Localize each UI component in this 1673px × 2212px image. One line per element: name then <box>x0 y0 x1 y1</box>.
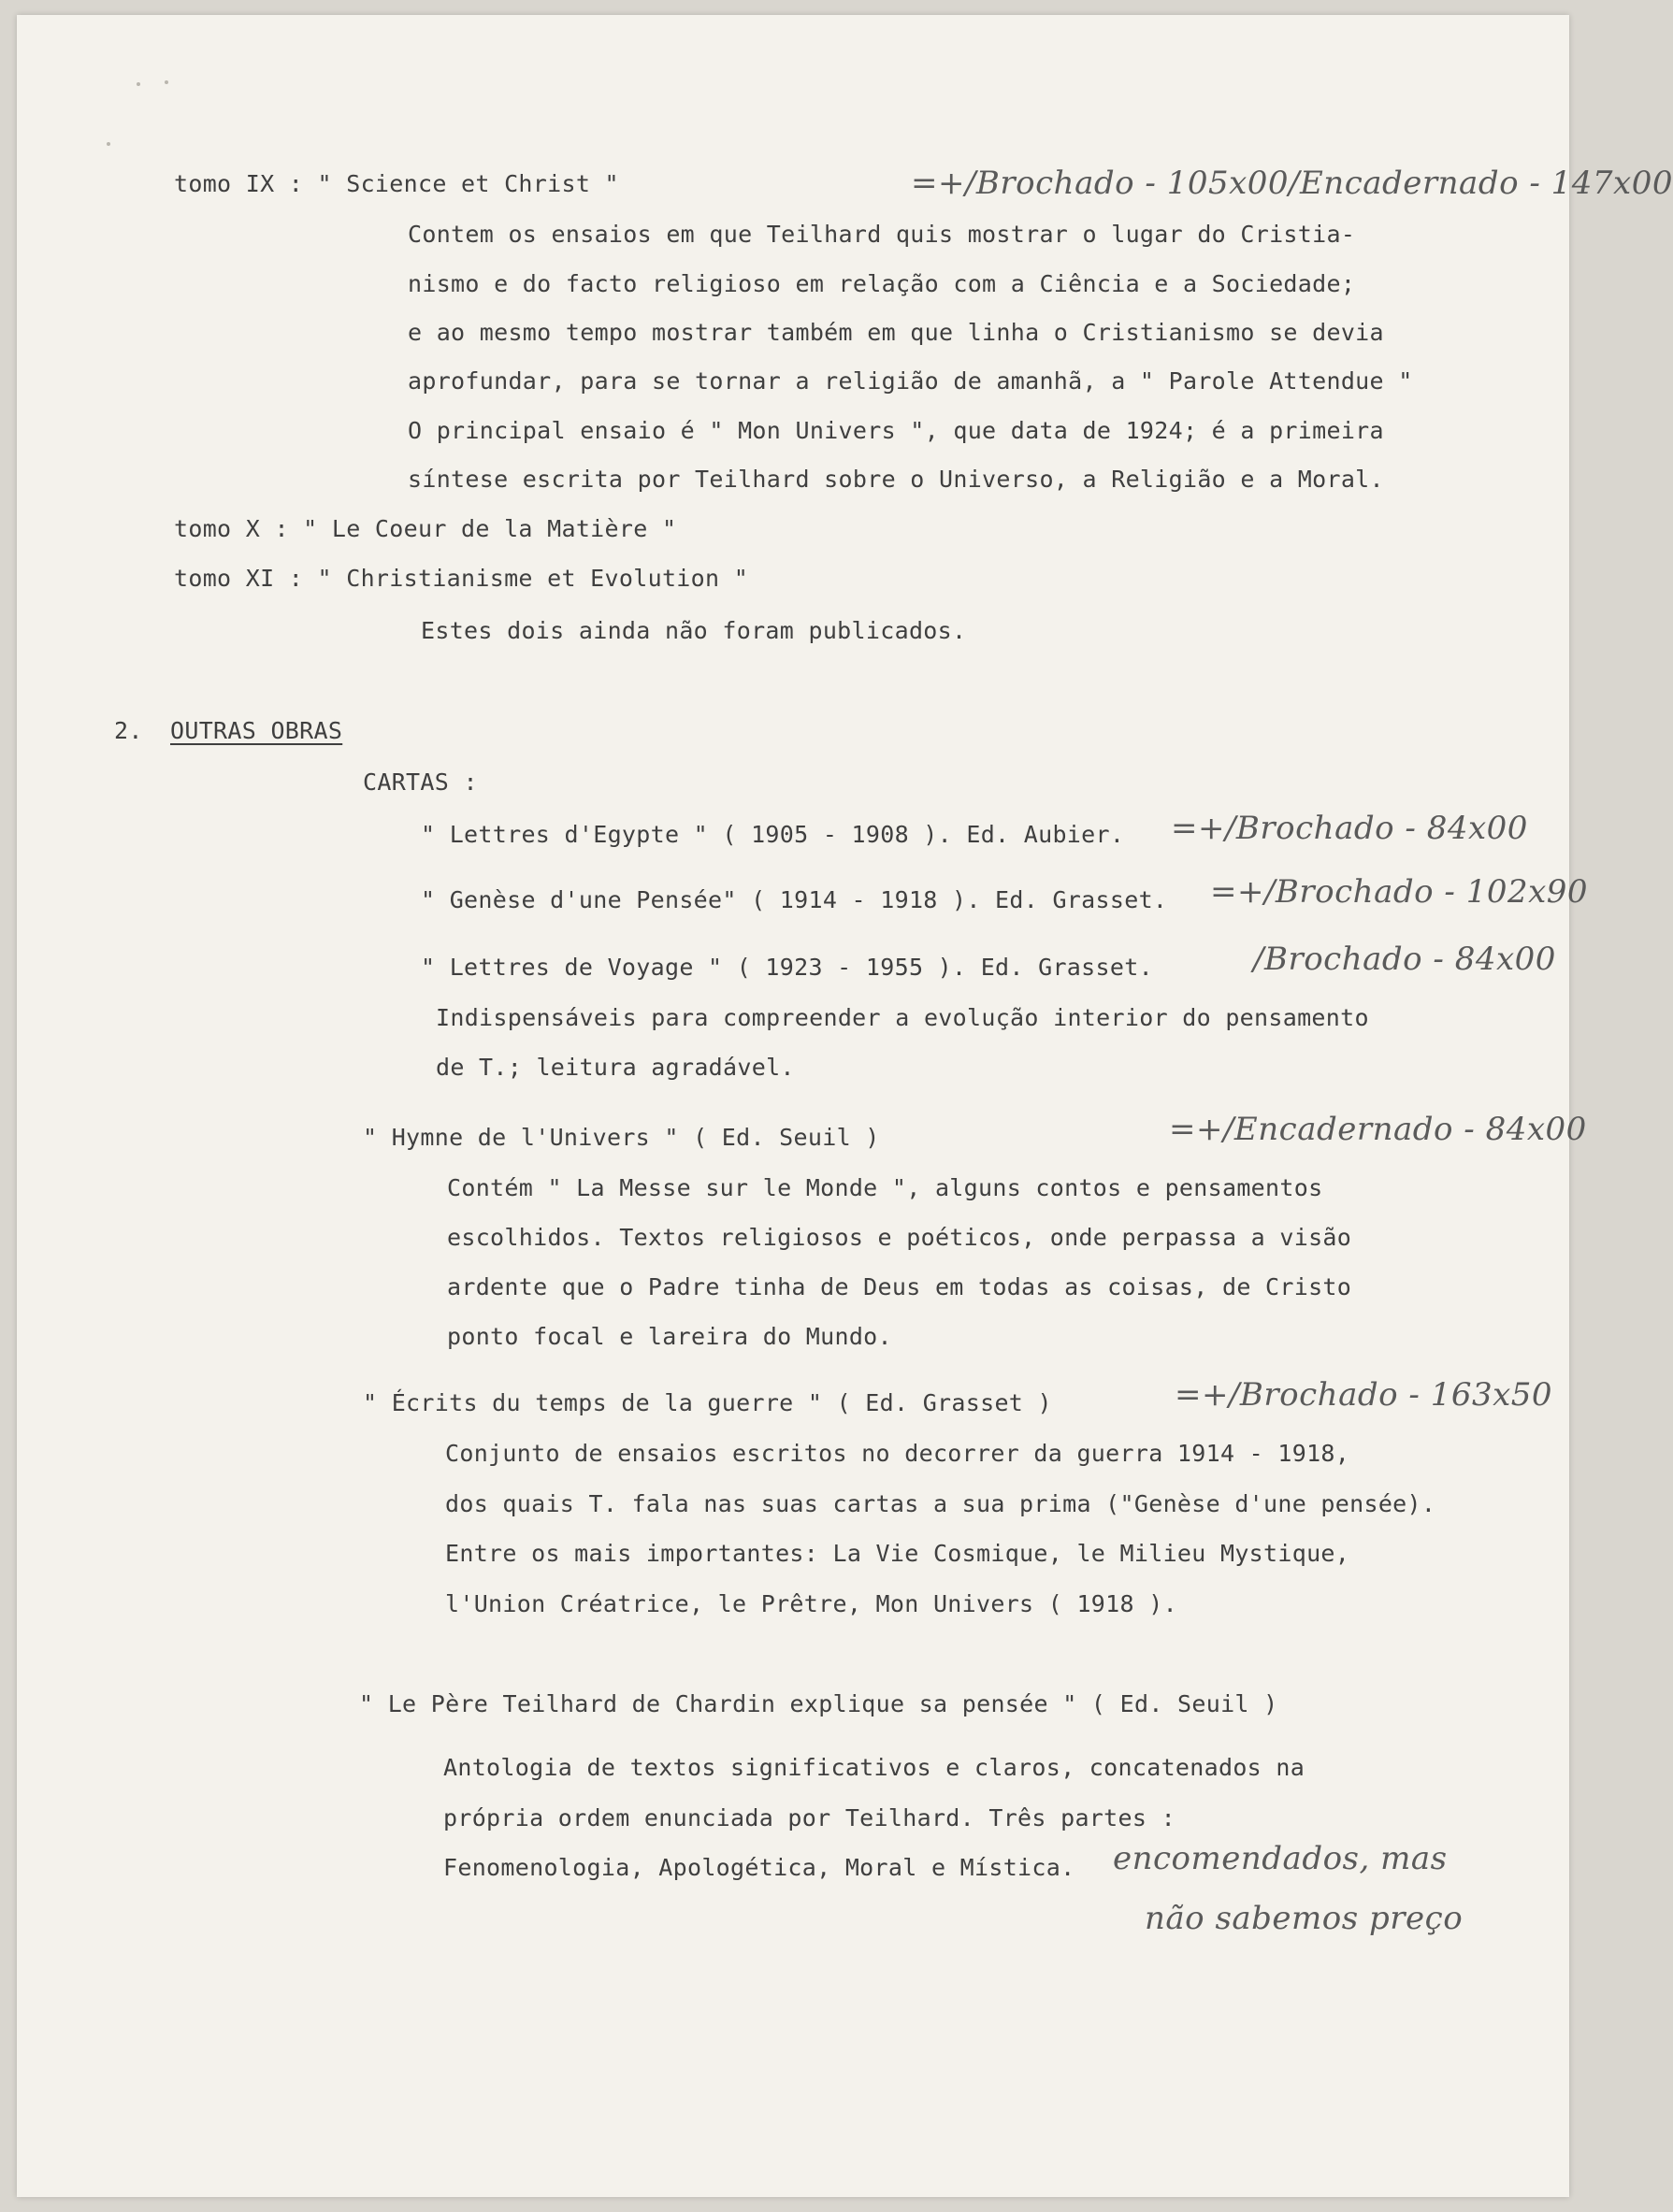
section-title: OUTRAS OBRAS <box>170 717 343 744</box>
ecrits-line: Conjunto de ensaios escritos no decorrer da guerra 1914 - 1918, <box>445 1440 1350 1467</box>
scan-speck <box>137 82 140 86</box>
hymne-price-note: =+/Encadernado - 84x00 <box>1169 1111 1587 1148</box>
genese-price-note: =+/Brochado - 102x90 <box>1210 873 1589 911</box>
tomo-ix-line: aprofundar, para se tornar a religião de amanhã, a " Parole Attendue " <box>408 367 1413 395</box>
tomo-ix-line: nismo e do facto religioso em relação com a Ciência e a Sociedade; <box>408 270 1356 297</box>
pere-heading: " Le Père Teilhard de Chardin explique sa pensée " ( Ed. Seuil ) <box>359 1690 1278 1717</box>
tomo-ix-line: e ao mesmo tempo mostrar também em que linha o Cristianismo se devia <box>408 319 1384 346</box>
hymne-line: Contém " La Messe sur le Monde ", alguns contos e pensamentos <box>447 1174 1323 1201</box>
tomo-ix-line: O principal ensaio é " Mon Univers ", que data de 1924; é a primeira <box>408 417 1384 444</box>
lettres-voyage-price-note: /Brochado - 84x00 <box>1253 941 1556 978</box>
scan-speck <box>107 142 110 146</box>
tomo-ix-line: síntese escrita por Teilhard sobre o Universo, a Religião e a Moral. <box>408 466 1384 493</box>
ecrits-line: Entre os mais importantes: La Vie Cosmique, le Milieu Mystique, <box>445 1540 1350 1567</box>
pere-line: Fenomenologia, Apologética, Moral e Mística. <box>443 1854 1075 1881</box>
tomo-ix-price-note: =+/Brochado - 105x00/Encadernado - 147x00 <box>911 165 1673 202</box>
unpublished-note: Estes dois ainda não foram publicados. <box>421 617 967 644</box>
pere-line: própria ordem enunciada por Teilhard. Três partes : <box>443 1804 1175 1831</box>
scan-speck <box>165 80 168 84</box>
ecrits-line: dos quais T. fala nas suas cartas a sua prima ("Genèse d'une pensée). <box>445 1490 1436 1517</box>
hymne-heading: " Hymne de l'Univers " ( Ed. Seuil ) <box>363 1124 880 1151</box>
lettres-egypte-price-note: =+/Brochado - 84x00 <box>1171 810 1528 847</box>
cartas-item: " Lettres de Voyage " ( 1923 - 1955 ). Ed. Grasset. <box>421 954 1153 981</box>
hymne-line: ardente que o Padre tinha de Deus em todas as coisas, de Cristo <box>447 1273 1352 1300</box>
tomo-x-heading: tomo X : " Le Coeur de la Matière " <box>174 515 677 542</box>
cartas-label: CARTAS : <box>363 768 478 796</box>
pere-line: Antologia de textos significativos e claros, concatenados na <box>443 1754 1305 1781</box>
cartas-item: " Lettres d'Egypte " ( 1905 - 1908 ). Ed. Aubier. <box>421 821 1125 848</box>
hymne-line: escolhidos. Textos religiosos e poéticos, onde perpassa a visão <box>447 1224 1352 1251</box>
ecrits-heading: " Écrits du temps de la guerre " ( Ed. Grasset ) <box>363 1389 1052 1416</box>
pere-handwritten-note: encomendados, mas <box>1113 1840 1448 1877</box>
hymne-line: ponto focal e lareira do Mundo. <box>447 1323 892 1350</box>
ecrits-line: l'Union Créatrice, le Prêtre, Mon Univers ( 1918 ). <box>445 1590 1177 1617</box>
cartas-item: " Genèse d'une Pensée" ( 1914 - 1918 ). Ed. Grasset. <box>421 886 1168 913</box>
ecrits-price-note: =+/Brochado - 163x50 <box>1175 1376 1553 1414</box>
tomo-ix-heading: tomo IX : " Science et Christ " <box>174 170 619 197</box>
cartas-note-line: Indispensáveis para compreender a evolução interior do pensamento <box>436 1004 1369 1031</box>
tomo-xi-heading: tomo XI : " Christianisme et Evolution " <box>174 565 749 592</box>
cartas-note-line: de T.; leitura agradável. <box>436 1054 795 1081</box>
tomo-ix-line: Contem os ensaios em que Teilhard quis mostrar o lugar do Cristia- <box>408 221 1356 248</box>
pere-handwritten-note: não sabemos preço <box>1145 1900 1464 1937</box>
section-number: 2. <box>114 717 143 744</box>
document-page <box>17 15 1673 2197</box>
